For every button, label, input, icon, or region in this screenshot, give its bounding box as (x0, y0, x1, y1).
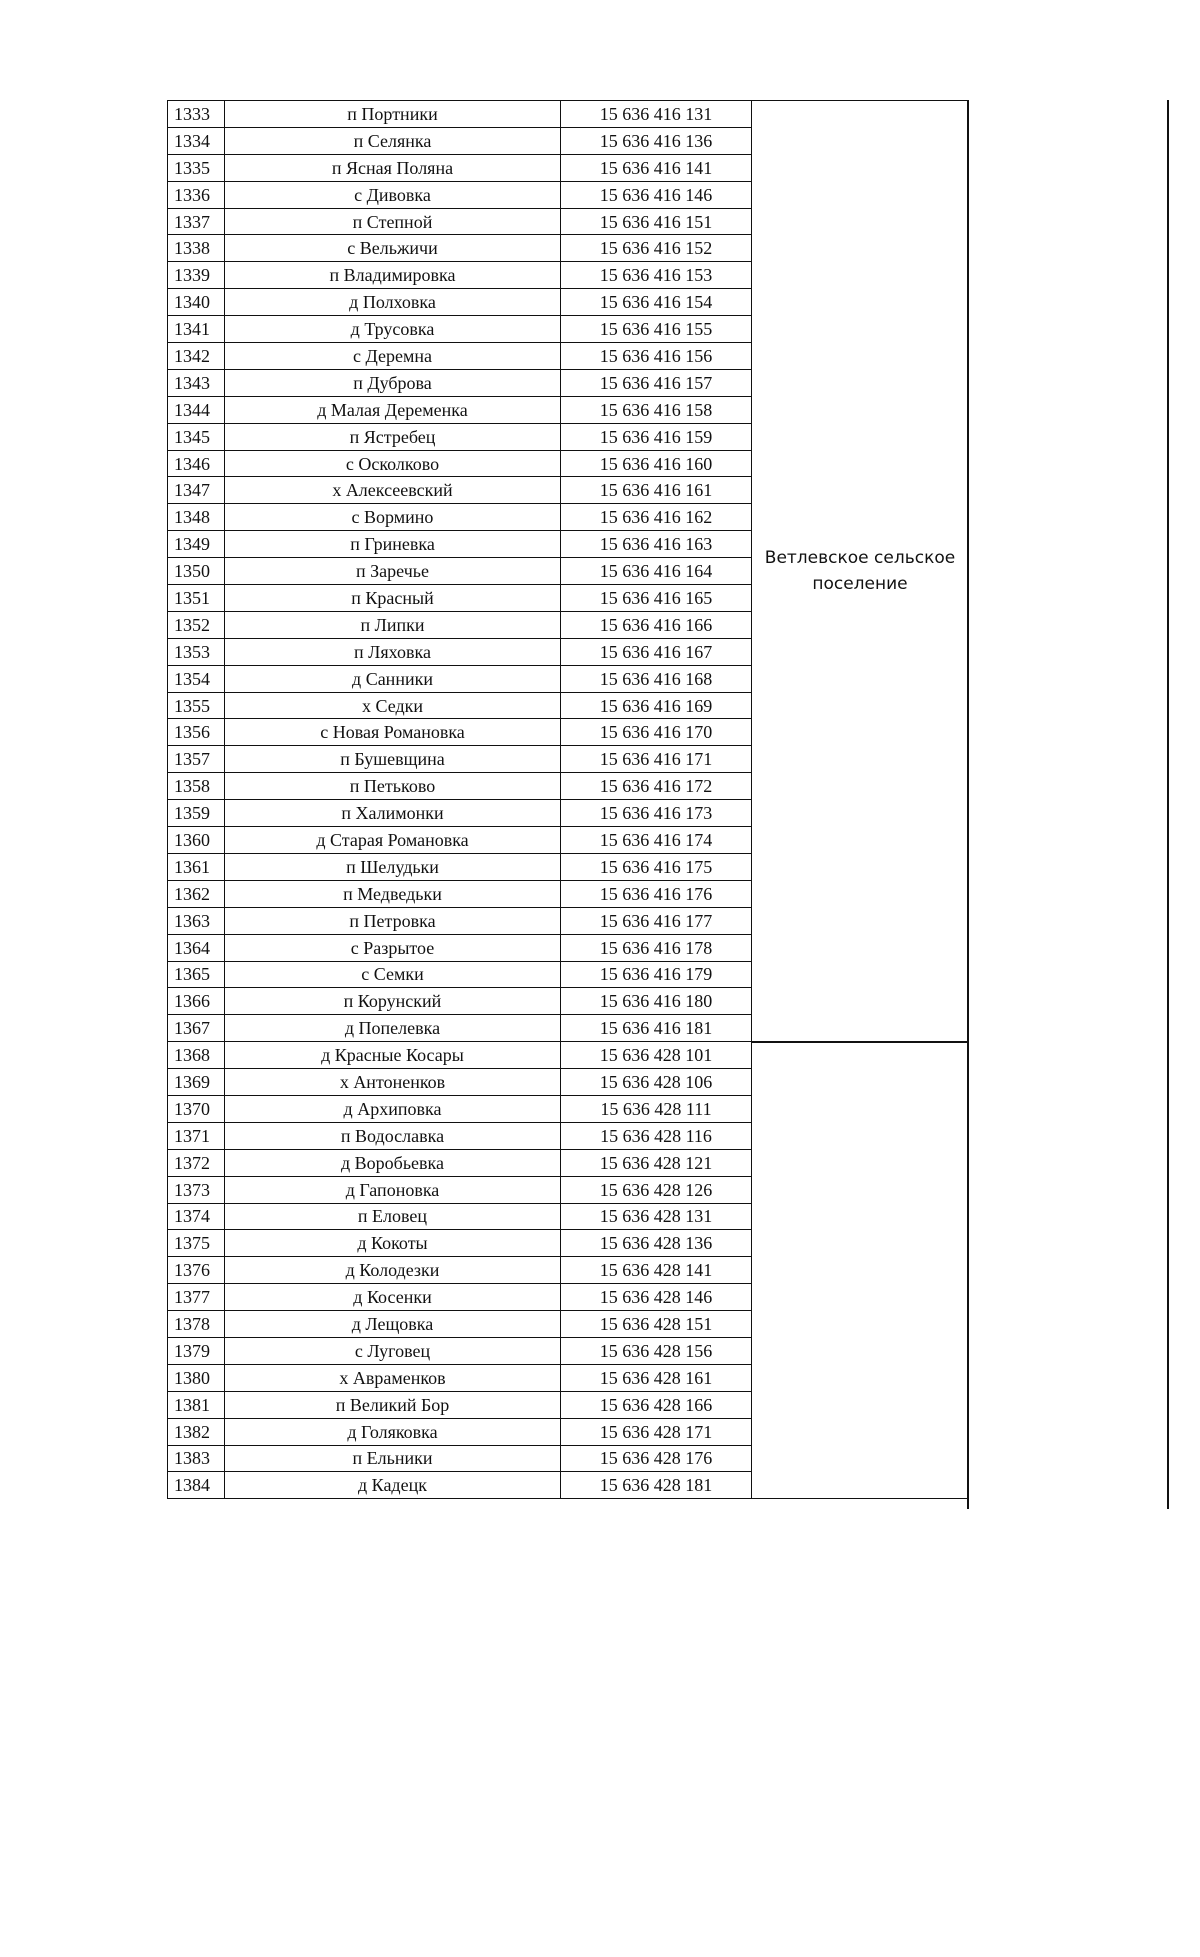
oktmo-code: 15 636 416 158 (561, 396, 752, 423)
settlement-name: д Красные Косары (225, 1042, 561, 1069)
oktmo-code: 15 636 416 136 (561, 127, 752, 154)
settlement-name: с Разрытое (225, 934, 561, 961)
settlement-name: с Вельжичи (225, 235, 561, 262)
oktmo-code: 15 636 428 151 (561, 1311, 752, 1338)
oktmo-code: 15 636 428 156 (561, 1337, 752, 1364)
oktmo-code: 15 636 428 146 (561, 1284, 752, 1311)
oktmo-code: 15 636 416 179 (561, 961, 752, 988)
oktmo-code: 15 636 416 163 (561, 531, 752, 558)
row-number: 1372 (168, 1149, 225, 1176)
oktmo-code: 15 636 416 152 (561, 235, 752, 262)
settlement-name: п Портники (225, 101, 561, 128)
oktmo-code: 15 636 416 169 (561, 692, 752, 719)
settlement-name: п Петьково (225, 773, 561, 800)
row-number: 1340 (168, 289, 225, 316)
row-number: 1359 (168, 800, 225, 827)
oktmo-code: 15 636 428 141 (561, 1257, 752, 1284)
row-number: 1354 (168, 665, 225, 692)
oktmo-code: 15 636 428 131 (561, 1203, 752, 1230)
oktmo-code: 15 636 416 171 (561, 746, 752, 773)
oktmo-code: 15 636 416 159 (561, 423, 752, 450)
oktmo-code: 15 636 416 165 (561, 585, 752, 612)
row-number: 1343 (168, 369, 225, 396)
settlement-name: д Кокоты (225, 1230, 561, 1257)
settlement-name: п Корунский (225, 988, 561, 1015)
settlement-name: д Трусовка (225, 316, 561, 343)
settlement-name: д Гапоновка (225, 1176, 561, 1203)
oktmo-code: 15 636 416 131 (561, 101, 752, 128)
settlement-name: п Селянка (225, 127, 561, 154)
row-number: 1333 (168, 101, 225, 128)
row-number: 1349 (168, 531, 225, 558)
settlement-name: п Водославка (225, 1122, 561, 1149)
row-number: 1341 (168, 316, 225, 343)
oktmo-code: 15 636 416 157 (561, 369, 752, 396)
row-number: 1373 (168, 1176, 225, 1203)
settlement-name: д Воробьевка (225, 1149, 561, 1176)
oktmo-code: 15 636 416 166 (561, 611, 752, 638)
settlements-table-body (168, 101, 969, 1499)
oktmo-code: 15 636 428 116 (561, 1122, 752, 1149)
column-divider-right-1 (967, 100, 969, 1509)
row-number: 1374 (168, 1203, 225, 1230)
settlement-name: п Шелудьки (225, 853, 561, 880)
oktmo-code: 15 636 428 161 (561, 1364, 752, 1391)
row-number: 1380 (168, 1364, 225, 1391)
settlement-name: п Ясная Поляна (225, 154, 561, 181)
settlement-name: п Медведьки (225, 880, 561, 907)
settlement-name: д Санники (225, 665, 561, 692)
oktmo-code: 15 636 428 101 (561, 1042, 752, 1069)
settlement-name: п Бушевщина (225, 746, 561, 773)
row-number: 1342 (168, 343, 225, 370)
settlement-name: д Голяковка (225, 1418, 561, 1445)
row-number: 1362 (168, 880, 225, 907)
settlement-name: д Попелевка (225, 1015, 561, 1042)
row-number: 1363 (168, 907, 225, 934)
settlement-name: п Еловец (225, 1203, 561, 1230)
settlement-name: п Липки (225, 611, 561, 638)
settlement-name: д Малая Деременка (225, 396, 561, 423)
oktmo-code: 15 636 416 164 (561, 558, 752, 585)
settlement-name: п Заречье (225, 558, 561, 585)
oktmo-code: 15 636 416 176 (561, 880, 752, 907)
settlement-name: п Петровка (225, 907, 561, 934)
settlement-name: д Старая Романовка (225, 827, 561, 854)
row-number: 1381 (168, 1391, 225, 1418)
municipality-cell (752, 1042, 969, 1499)
oktmo-code: 15 636 416 156 (561, 343, 752, 370)
row-number: 1334 (168, 127, 225, 154)
settlement-name: с Вормино (225, 504, 561, 531)
oktmo-code: 15 636 416 177 (561, 907, 752, 934)
row-number: 1346 (168, 450, 225, 477)
settlement-name: д Кадецк (225, 1472, 561, 1499)
settlement-name: д Архиповка (225, 1095, 561, 1122)
settlement-name: п Дуброва (225, 369, 561, 396)
settlement-name: д Полховка (225, 289, 561, 316)
settlement-name: с Дивовка (225, 181, 561, 208)
settlement-name: п Ляховка (225, 638, 561, 665)
oktmo-code: 15 636 428 121 (561, 1149, 752, 1176)
settlement-name: с Семки (225, 961, 561, 988)
oktmo-code: 15 636 416 162 (561, 504, 752, 531)
settlement-name: п Ельники (225, 1445, 561, 1472)
row-number: 1353 (168, 638, 225, 665)
oktmo-code: 15 636 416 160 (561, 450, 752, 477)
oktmo-code: 15 636 416 151 (561, 208, 752, 235)
oktmo-code: 15 636 416 161 (561, 477, 752, 504)
row-number: 1337 (168, 208, 225, 235)
row-number: 1382 (168, 1418, 225, 1445)
row-number: 1360 (168, 827, 225, 854)
oktmo-code: 15 636 416 170 (561, 719, 752, 746)
oktmo-code: 15 636 416 154 (561, 289, 752, 316)
table-row (168, 101, 969, 128)
row-number: 1376 (168, 1257, 225, 1284)
municipality-cell: Ветлевское сельское поселение (752, 101, 969, 1042)
oktmo-code: 15 636 428 181 (561, 1472, 752, 1499)
oktmo-code: 15 636 428 136 (561, 1230, 752, 1257)
settlement-name: х Авраменков (225, 1364, 561, 1391)
oktmo-code: 15 636 416 174 (561, 827, 752, 854)
table-row (168, 1042, 969, 1069)
row-number: 1338 (168, 235, 225, 262)
settlement-name: п Гриневка (225, 531, 561, 558)
settlement-name: с Новая Романовка (225, 719, 561, 746)
row-number: 1383 (168, 1445, 225, 1472)
oktmo-code: 15 636 416 146 (561, 181, 752, 208)
row-number: 1352 (168, 611, 225, 638)
row-number: 1344 (168, 396, 225, 423)
settlement-name: д Косенки (225, 1284, 561, 1311)
settlement-name: п Красный (225, 585, 561, 612)
oktmo-code: 15 636 428 106 (561, 1069, 752, 1096)
row-number: 1335 (168, 154, 225, 181)
row-number: 1361 (168, 853, 225, 880)
oktmo-code: 15 636 428 111 (561, 1095, 752, 1122)
row-number: 1347 (168, 477, 225, 504)
row-number: 1348 (168, 504, 225, 531)
oktmo-code: 15 636 416 155 (561, 316, 752, 343)
row-number: 1384 (168, 1472, 225, 1499)
oktmo-code: 15 636 416 141 (561, 154, 752, 181)
row-number: 1378 (168, 1311, 225, 1338)
row-number: 1356 (168, 719, 225, 746)
settlement-name: д Лещовка (225, 1311, 561, 1338)
row-number: 1369 (168, 1069, 225, 1096)
row-number: 1370 (168, 1095, 225, 1122)
settlement-name: п Великий Бор (225, 1391, 561, 1418)
row-number: 1355 (168, 692, 225, 719)
oktmo-code: 15 636 416 153 (561, 262, 752, 289)
settlement-name: с Луговец (225, 1337, 561, 1364)
oktmo-code: 15 636 416 175 (561, 853, 752, 880)
settlement-name: п Владимировка (225, 262, 561, 289)
oktmo-code: 15 636 416 172 (561, 773, 752, 800)
row-number: 1358 (168, 773, 225, 800)
settlement-name: п Степной (225, 208, 561, 235)
settlement-name: п Ястребец (225, 423, 561, 450)
row-number: 1336 (168, 181, 225, 208)
oktmo-code: 15 636 416 173 (561, 800, 752, 827)
settlement-name: д Колодезки (225, 1257, 561, 1284)
oktmo-code: 15 636 416 181 (561, 1015, 752, 1042)
row-number: 1379 (168, 1337, 225, 1364)
oktmo-code: 15 636 416 178 (561, 934, 752, 961)
settlement-name: с Осколково (225, 450, 561, 477)
settlement-name: х Алексеевский (225, 477, 561, 504)
settlement-name: х Антоненков (225, 1069, 561, 1096)
row-number: 1357 (168, 746, 225, 773)
settlement-name: п Халимонки (225, 800, 561, 827)
row-number: 1375 (168, 1230, 225, 1257)
row-number: 1366 (168, 988, 225, 1015)
oktmo-code: 15 636 416 167 (561, 638, 752, 665)
row-number: 1365 (168, 961, 225, 988)
column-divider-right-2 (1167, 100, 1169, 1509)
oktmo-code: 15 636 428 176 (561, 1445, 752, 1472)
row-number: 1377 (168, 1284, 225, 1311)
oktmo-code: 15 636 416 180 (561, 988, 752, 1015)
oktmo-code: 15 636 428 166 (561, 1391, 752, 1418)
row-number: 1339 (168, 262, 225, 289)
row-number: 1350 (168, 558, 225, 585)
row-number: 1351 (168, 585, 225, 612)
oktmo-code: 15 636 428 126 (561, 1176, 752, 1203)
settlement-name: с Деремна (225, 343, 561, 370)
settlement-name: х Седки (225, 692, 561, 719)
row-number: 1367 (168, 1015, 225, 1042)
row-number: 1345 (168, 423, 225, 450)
row-number: 1368 (168, 1042, 225, 1069)
settlements-table (167, 100, 968, 1499)
row-number: 1364 (168, 934, 225, 961)
oktmo-code: 15 636 416 168 (561, 665, 752, 692)
row-number: 1371 (168, 1122, 225, 1149)
oktmo-code: 15 636 428 171 (561, 1418, 752, 1445)
